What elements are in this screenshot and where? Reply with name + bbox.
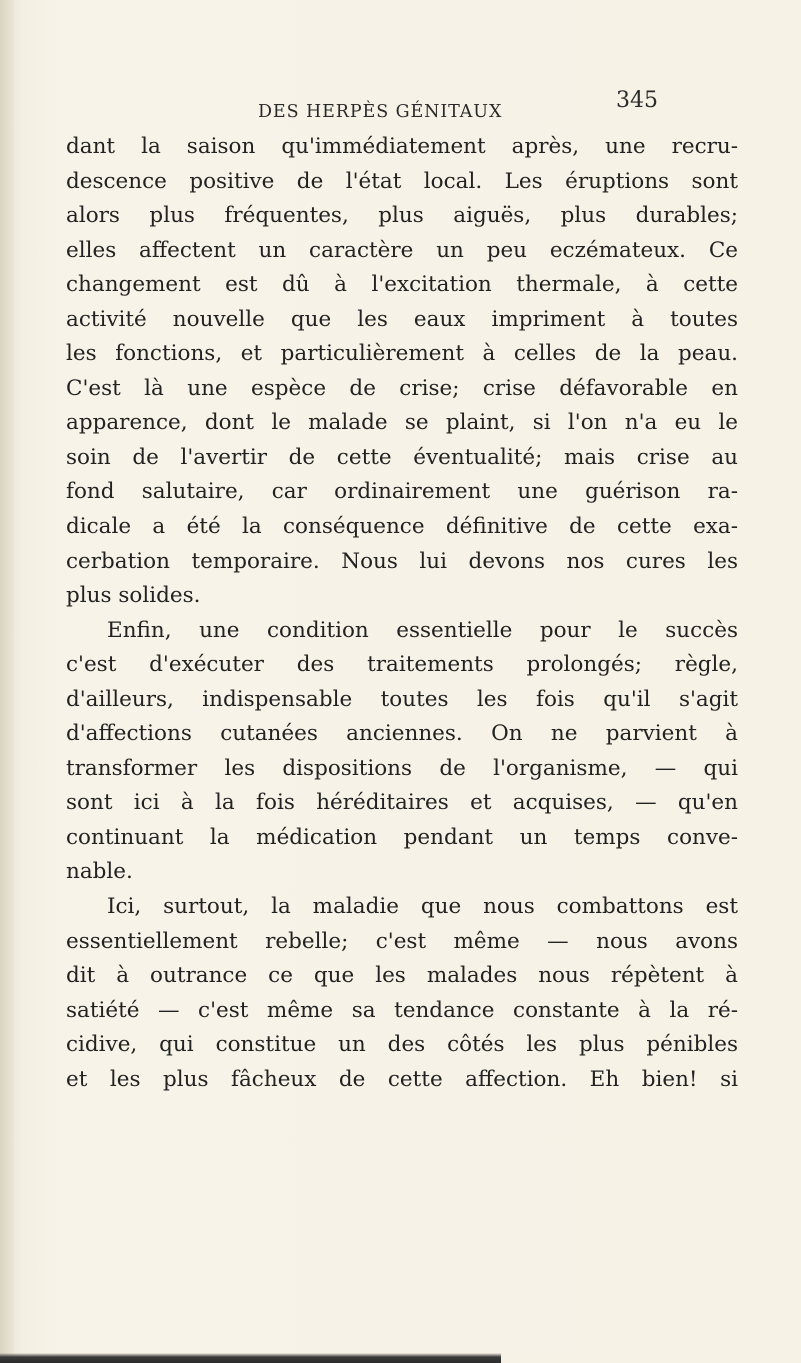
text-line: apparence, dont le malade se plaint, si l'on n'a eu le <box>66 410 738 436</box>
text-line: dant la saison qu'immédiatement après, une recru- <box>66 134 738 159</box>
page-gutter <box>0 0 14 1363</box>
text-line: C'est là une espèce de crise; crise défavorable en <box>66 375 738 401</box>
text-line: descence positive de l'état local. Les éruptions sont <box>66 168 738 194</box>
text-line: satiété — c'est même sa tendance constante à la ré- <box>66 997 738 1023</box>
running-title: DES HERPÈS GÉNITAUX <box>258 102 503 122</box>
text-line: activité nouvelle que les eaux impriment à toutes <box>66 306 738 332</box>
text-line: cerbation temporaire. Nous lui devons nos cures les <box>66 548 738 574</box>
text-line: elles affectent un caractère un peu eczémateux. Ce <box>66 237 738 263</box>
page-bottom-edge <box>0 1353 801 1363</box>
text-line: essentiellement rebelle; c'est même — nous avons <box>66 928 738 954</box>
page-number: 345 <box>616 88 658 113</box>
paragraph-start-line: Ici, surtout, la maladie que nous combattons est <box>107 894 738 920</box>
text-line: transformer les dispositions de l'organisme, — qui <box>66 755 738 781</box>
text-line: dicale a été la conséquence définitive de cette exa- <box>66 514 738 540</box>
text-line: nable. <box>66 859 133 885</box>
text-line: continuant la médication pendant un temps conve- <box>66 824 738 850</box>
text-line: dit à outrance ce que les malades nous répètent à <box>66 963 738 989</box>
paragraph-start-line: Enfin, une condition essentielle pour le succès <box>107 617 738 643</box>
text-line: sont ici à la fois héréditaires et acquises, — qu'en <box>66 790 738 816</box>
text-line: changement est dû à l'excitation thermale, à cette <box>66 272 738 298</box>
text-line: d'ailleurs, indispensable toutes les fois qu'il s'agit <box>66 686 738 712</box>
body-text <box>66 130 738 1097</box>
text-line: plus solides. <box>66 583 201 609</box>
text-line: et les plus fâcheux de cette affection. Eh bien! si <box>66 1066 738 1092</box>
text-line: c'est d'exécuter des traitements prolongés; règle, <box>66 652 738 678</box>
text-line: fond salutaire, car ordinairement une guérison ra- <box>66 479 738 505</box>
page-header <box>258 88 728 128</box>
text-line: d'affections cutanées anciennes. On ne parvient à <box>66 721 738 747</box>
text-line: soin de l'avertir de cette éventualité; mais crise au <box>66 444 738 470</box>
text-line: cidive, qui constitue un des côtés les plus pénibles <box>66 1032 738 1058</box>
text-line: alors plus fréquentes, plus aiguës, plus durables; <box>66 203 738 229</box>
text-line: les fonctions, et particulièrement à celles de la peau. <box>66 341 738 367</box>
